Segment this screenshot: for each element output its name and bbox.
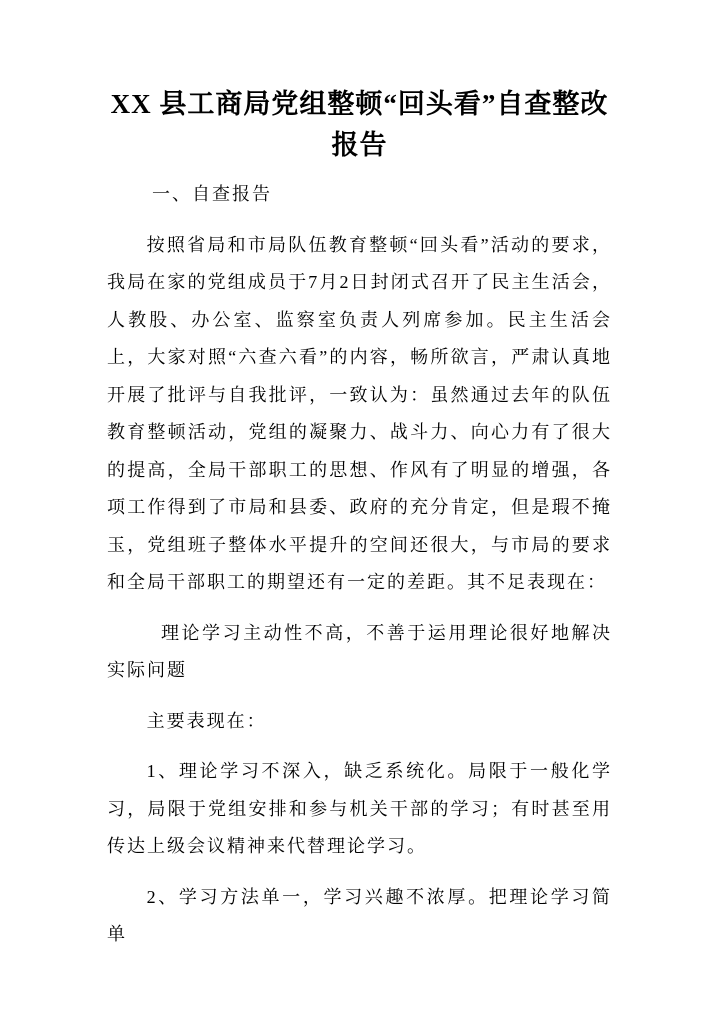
paragraph-issue-theory-study: 理论学习主动性不高，不善于运用理论很好地解决实际问题 (107, 622, 612, 680)
paragraph-main-manifestations: 主要表现在： (146, 710, 267, 731)
document-title: XX 县工商局党组整顿“回头看”自查整改报告 (110, 89, 609, 160)
paragraph-item-2: 2、学习方法单一，学习兴趣不浓厚。把理论学习简单 (107, 886, 612, 944)
section-heading-self-inspection-report: 一、自查报告 (152, 184, 272, 204)
paragraph-intro: 按照省局和市局队伍教育整顿“回头看”活动的要求，我局在家的党组成员于7月2日封闭式召开了民主生活会，人教股、办公室、监察室负责人列席参加。民主生活会上，大家对照“六查六看”的内容，畅所欲言，严肃认真地开展了批评与自我批评，一致认为：虽然通过去年的队伍教育整顿活动，党组的凝聚力、战斗力、向心力有了很大的提高，全局干部职工的思想、作风有了明显的增强，各项工作得到了市局和县委、政府的充分肯定，但是瑕不掩玉，党组班子整体水平提升的空间还很大，与市局的要求和全局干部职工的期望还有一定的差距。其不足表现在： (107, 234, 612, 592)
paragraph-item-1: 1、理论学习不深入，缺乏系统化。局限于一般化学习，局限于党组安排和参与机关干部的学习；有时甚至用传达上级会议精神来代替理论学习。 (107, 761, 612, 856)
document-content (107, 0, 612, 967)
